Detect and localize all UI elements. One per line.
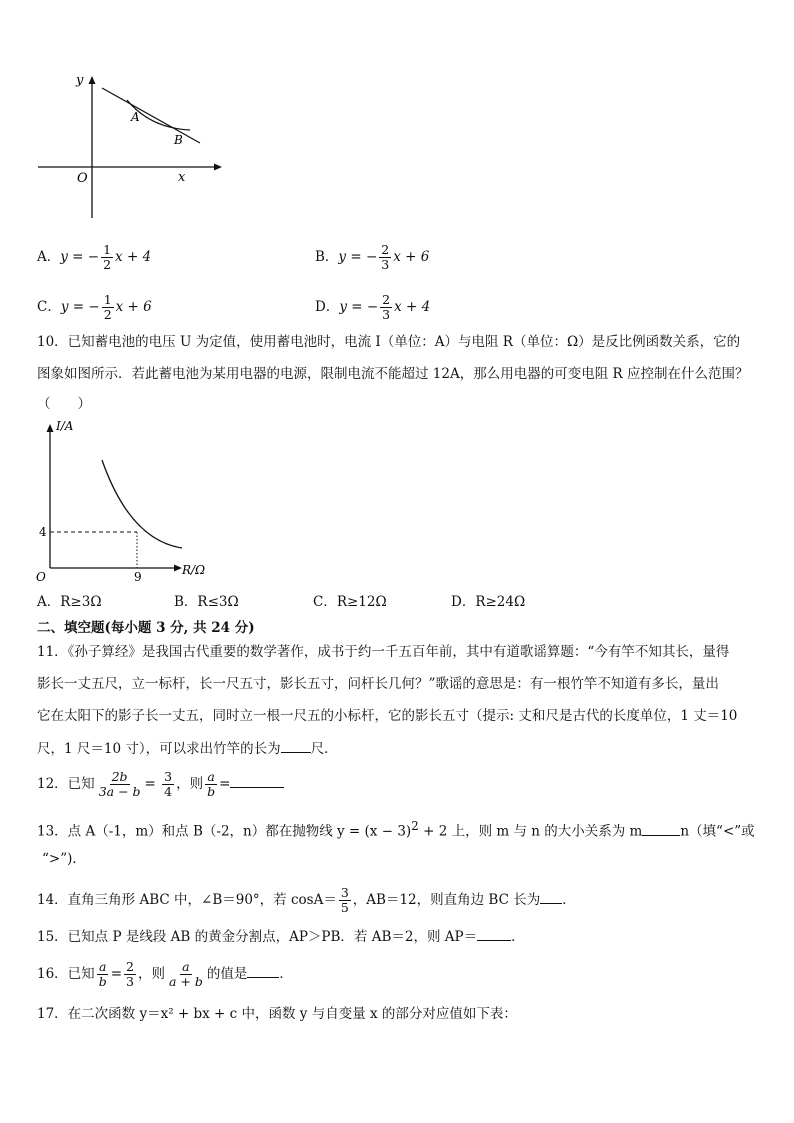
q15-line: 15．已知点 P 是线段 AB 的黄金分割点，AP＞PB．若 AB＝2，则 AP＝ ． bbox=[37, 926, 525, 947]
graph-current-resistance bbox=[30, 418, 220, 588]
label-point-b: B bbox=[174, 133, 183, 147]
q10-line-2: 图象如图所示．若此蓄电池为某用电器的电源，限制电流不能超过 12A，那么用电器的可变电阻 R 应控制在什么范围？ bbox=[37, 366, 749, 382]
q9-option-b[interactable]: B．y = − $\frac{2}{3}$ x + 6 bbox=[315, 242, 430, 272]
q13-line-1: 13．点 A（-1，m）和点 B（-2，n）都在抛物线 $y = (x - 3)^2 + 2$ 上，则 m 与 n 的大小关系为 m n（填“<”或 bbox=[37, 819, 755, 840]
secant-line bbox=[102, 88, 200, 143]
label-point-a: A bbox=[131, 110, 140, 124]
q11-answer-blank[interactable] bbox=[281, 738, 311, 753]
q12-answer-blank[interactable] bbox=[230, 773, 284, 788]
section-2-title: 二、填空题(每小题 3 分, 共 24 分) bbox=[37, 620, 255, 636]
label-y: y bbox=[76, 73, 84, 88]
q13-answer-blank[interactable] bbox=[642, 821, 680, 836]
q14-answer-blank[interactable] bbox=[540, 889, 562, 904]
y-axis-arrow bbox=[47, 424, 54, 432]
q16-line: 16．已知 $\frac{a}{b}$ = $\frac{2}{3}$ ，则 $\frac{a}{a + b}$ 的值是 ． bbox=[37, 959, 293, 989]
x-axis-arrow bbox=[174, 565, 182, 572]
q16-answer-blank[interactable] bbox=[247, 963, 279, 978]
hyperbola-curve bbox=[102, 460, 182, 548]
graph-tangent-line bbox=[30, 70, 230, 225]
label-y: I/A bbox=[56, 419, 74, 433]
q10-option-d[interactable]: D．R≥24Ω bbox=[451, 594, 526, 610]
q9-option-d[interactable]: D．y = − $\frac{2}{3}$ x + 4 bbox=[315, 292, 431, 322]
q9-option-a[interactable]: A．y = − $\frac{1}{2}$ x + 4 bbox=[37, 242, 152, 272]
label-origin: O bbox=[77, 171, 88, 186]
q12-line: 12．已知 $\frac{2b}{3a - b}$ = $\frac{3}{4}$ ，则 $\frac{a}{b}$ = bbox=[37, 770, 284, 799]
q11-line-4: 尺，1 尺＝10 寸），可以求出竹竿的长为 尺． bbox=[37, 738, 338, 759]
q14-line: 14．直角三角形 ABC 中，∠B＝90°，若 cosA＝ $\frac{3}{5}$ ，AB＝12，则直角边 BC 长为 ． bbox=[37, 885, 576, 915]
q17-line: 17．在二次函数 y＝x² + bx + c 中，函数 y 与自变量 x 的部分对应值如下表： bbox=[37, 1006, 517, 1022]
q11-line-3: 它在太阳下的影子长一丈五，同时立一根一尺五的小标杆，它的影长五寸（提示: 丈和尺是古代的长度单位，1 丈＝10 bbox=[37, 708, 738, 724]
x-axis-arrow bbox=[214, 164, 222, 171]
q10-line-1: 10．已知蓄电池的电压 U 为定值，使用蓄电池时，电流 I（单位：A）与电阻 R（单位：Ω）是反比例函数关系，它的 bbox=[37, 334, 741, 350]
label-x: R/Ω bbox=[182, 563, 206, 577]
q10-option-b[interactable]: B．R≤3Ω bbox=[174, 594, 239, 610]
q10-answer-paren: （ ） bbox=[37, 396, 91, 412]
y-axis-arrow bbox=[89, 76, 96, 84]
q15-answer-blank[interactable] bbox=[477, 926, 511, 941]
label-origin: O bbox=[36, 570, 46, 584]
q10-option-c[interactable]: C．R≥12Ω bbox=[313, 594, 387, 610]
q9-option-c[interactable]: C．y = − $\frac{1}{2}$ x + 6 bbox=[37, 292, 152, 322]
q11-line-1: 11．《孙子算经》是我国古代重要的数学著作，成书于约一千五百年前，其中有道歌谣算题：“今有竿不知其长，量得 bbox=[37, 644, 730, 660]
q10-option-a[interactable]: A．R≥3Ω bbox=[37, 594, 102, 610]
q13-line-2: “>”)． bbox=[42, 851, 86, 867]
tick-x-label: 9 bbox=[134, 570, 142, 584]
tick-y-label: 4 bbox=[39, 525, 47, 539]
q11-line-2: 影长一丈五尺，立一标杆，长一尺五寸，影长五寸，问杆长几何？”歌谣的意思是：有一根竹竿不知道有多长，量出 bbox=[37, 676, 719, 692]
label-x: x bbox=[178, 170, 186, 185]
